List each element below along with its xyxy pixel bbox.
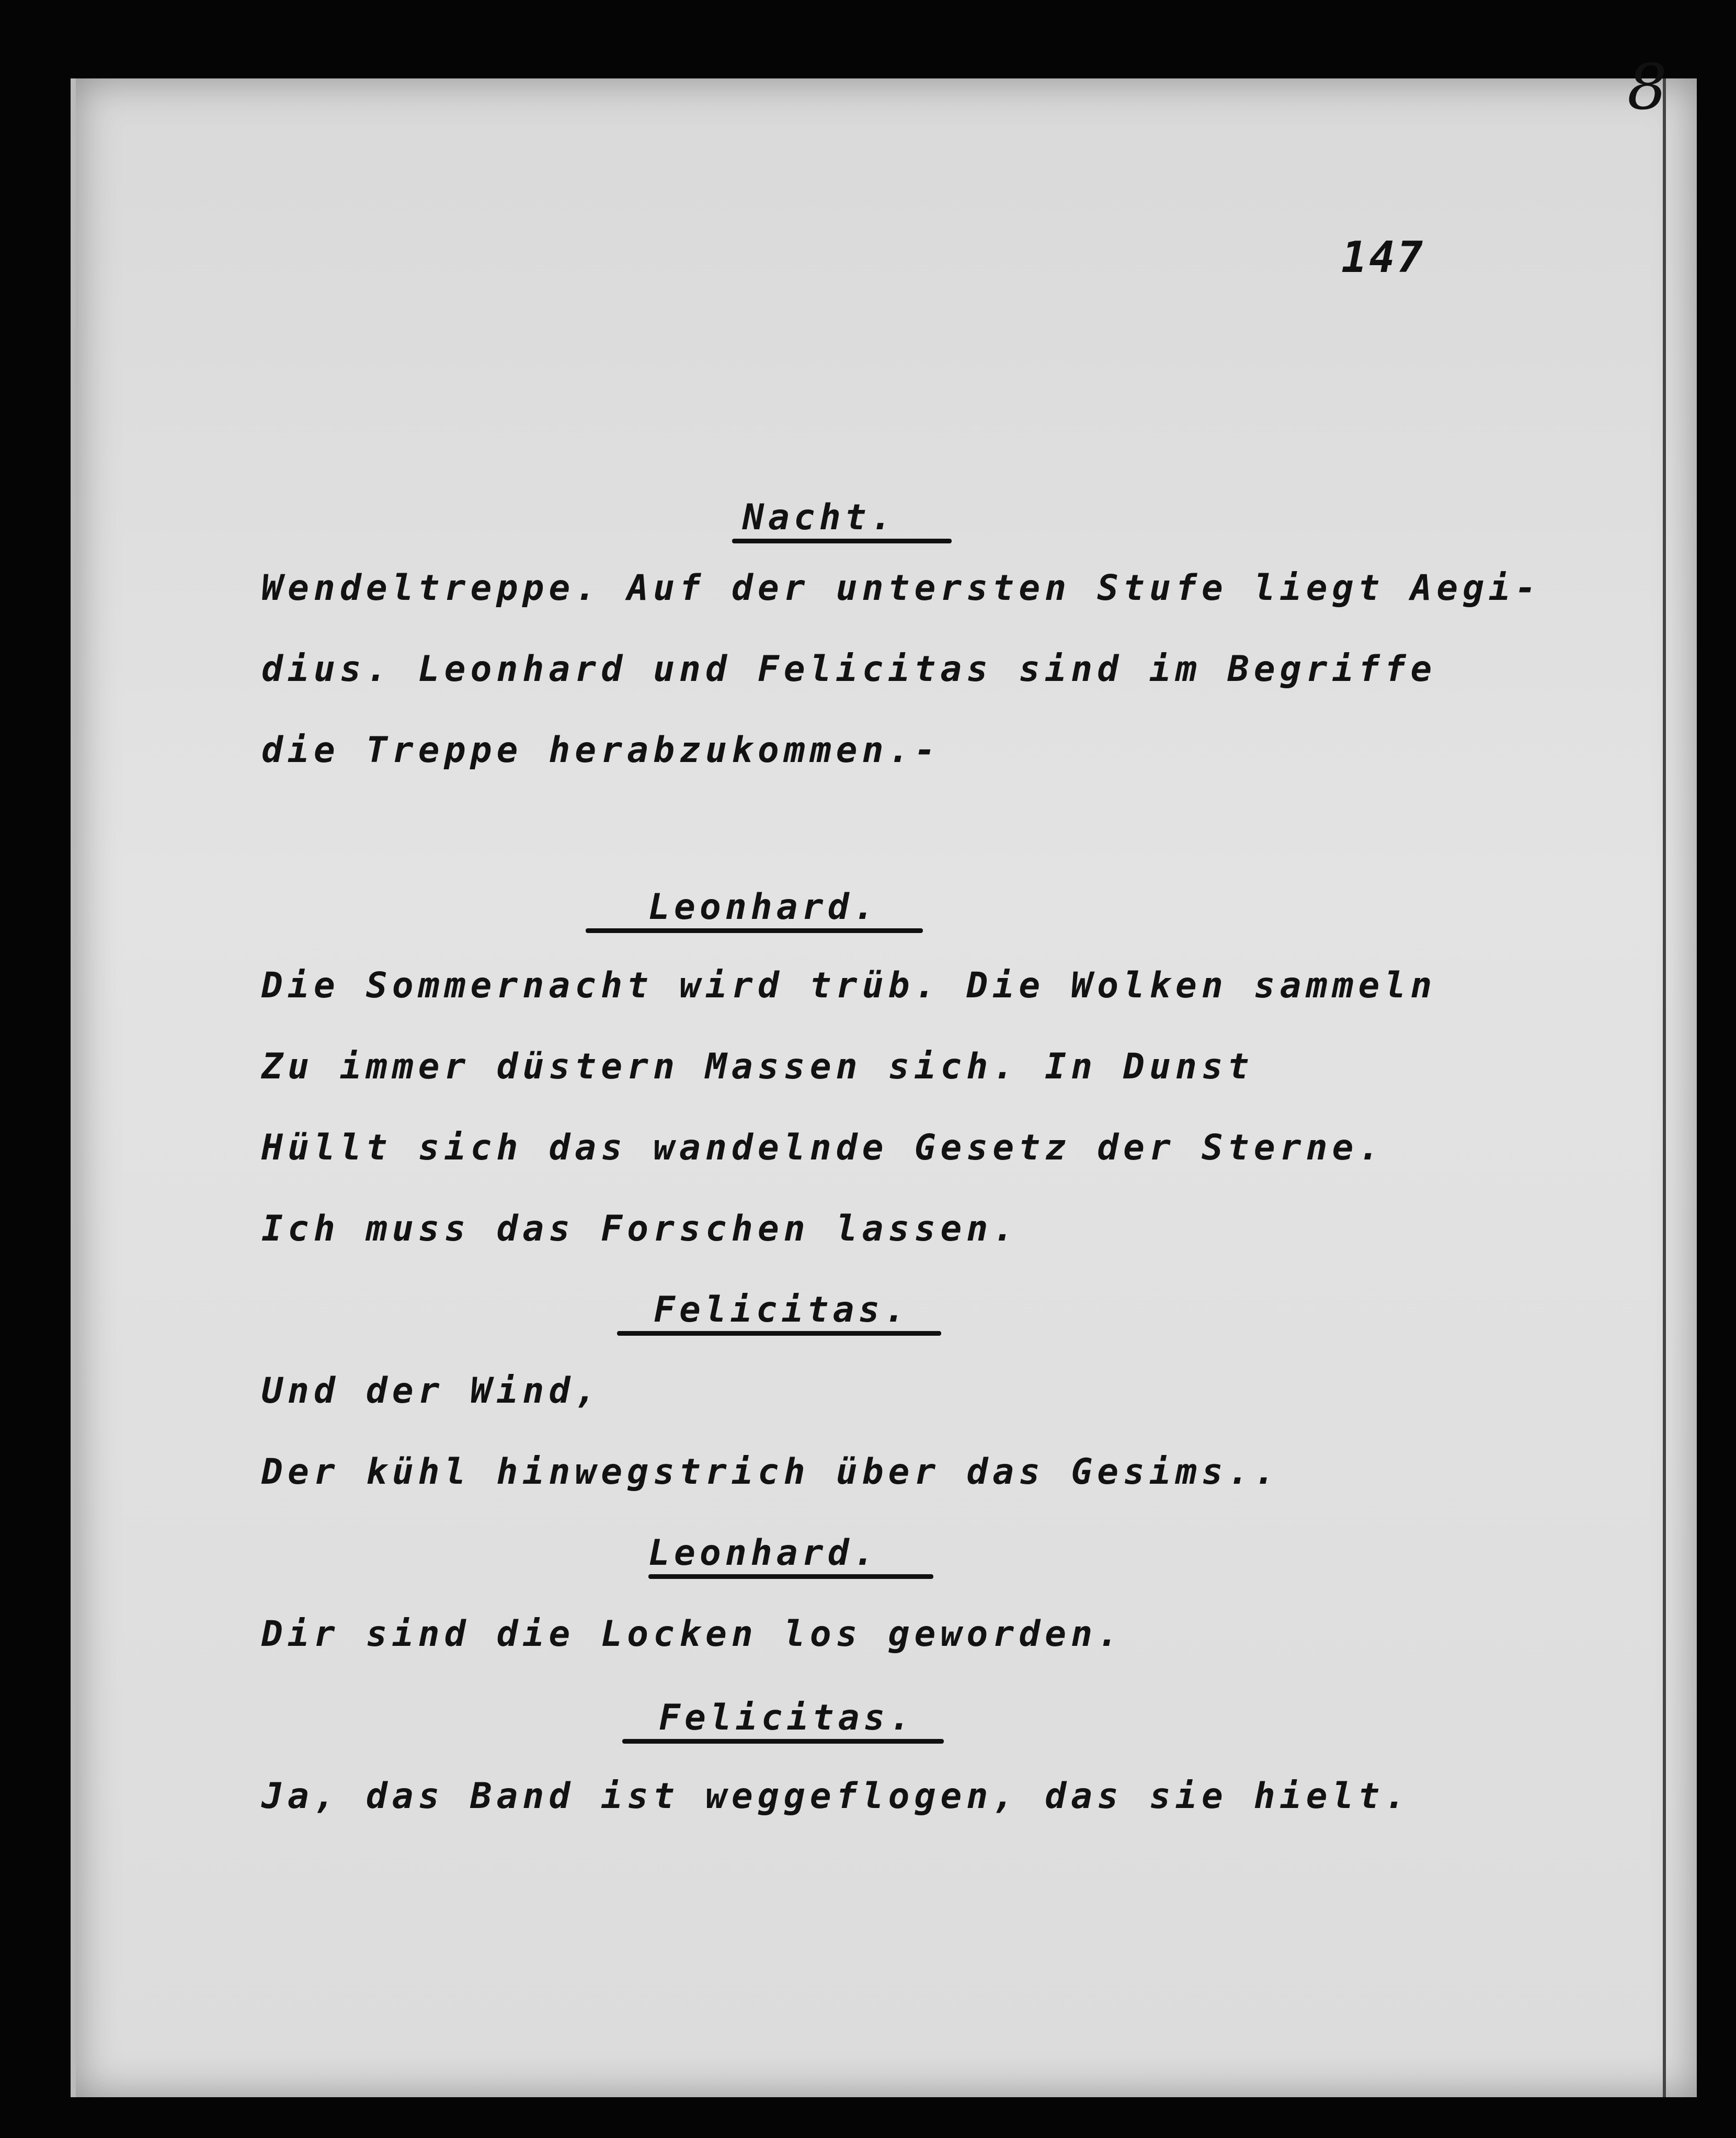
- speaker-underline: [622, 1739, 944, 1744]
- speaker-underline: [586, 928, 923, 933]
- speaker-name: Felicitas.: [659, 1697, 915, 1738]
- speech-line: Zu immer düstern Massen sich. In Dunst: [261, 1046, 1254, 1087]
- speech-line: Der kühl hinwegstrich über das Gesims..: [261, 1451, 1280, 1493]
- heading-underline: [732, 539, 952, 543]
- page-edge-shadow: [1663, 78, 1666, 2097]
- speech-line: Ja, das Band ist weggeflogen, das sie hielt.: [261, 1776, 1411, 1817]
- stage-direction-line: Wendeltreppe. Auf der untersten Stufe liegt Aegi-: [261, 567, 1541, 609]
- corner-mark: 8: [1627, 51, 1668, 124]
- speech-line: Dir sind die Locken los geworden.: [261, 1613, 1124, 1655]
- scene-heading: Nacht.: [743, 497, 896, 538]
- speech-line: Die Sommernacht wird trüb. Die Wolken sammeln: [261, 965, 1437, 1006]
- stage-direction-line: die Treppe herabzukommen.-: [261, 730, 941, 771]
- speaker-underline: [617, 1331, 941, 1336]
- speaker-name: Leonhard.: [648, 1532, 879, 1574]
- stage-direction-line: dius. Leonhard und Felicitas sind im Begriffe: [261, 649, 1437, 690]
- page-number: 147: [1341, 233, 1425, 282]
- speaker-name: Leonhard.: [648, 886, 879, 928]
- speech-line: Hüllt sich das wandelnde Gesetz der Sterne.: [261, 1127, 1385, 1168]
- speaker-name: Felicitas.: [654, 1289, 910, 1330]
- speech-line: Ich muss das Forschen lassen.: [261, 1208, 1019, 1249]
- speaker-underline: [648, 1574, 933, 1579]
- speech-line: Und der Wind,: [261, 1370, 601, 1412]
